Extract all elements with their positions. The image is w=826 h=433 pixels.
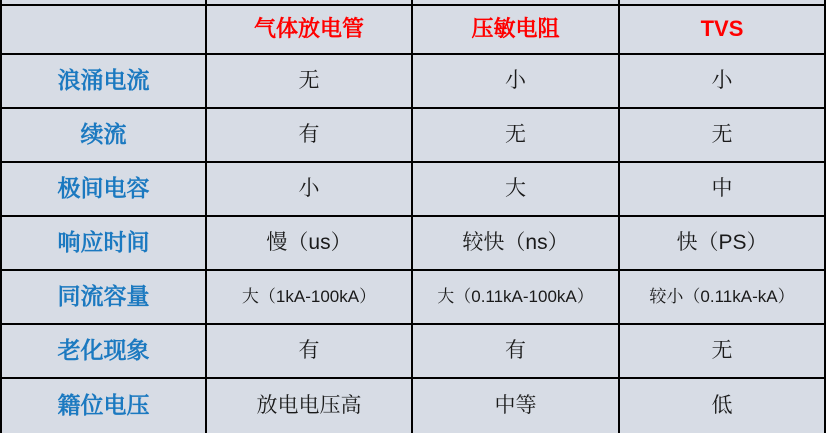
- cell-value: 低: [711, 394, 733, 418]
- row-label: 续流: [2, 109, 207, 163]
- row-label: 极间电容: [2, 163, 207, 217]
- cell-value: 小: [413, 55, 620, 109]
- cell-value: 无: [620, 325, 824, 379]
- cell-value: 有: [207, 325, 413, 379]
- cell-value: 中: [620, 163, 824, 217]
- grid-tick: [205, 0, 207, 4]
- cell-value: 较小（0.11kA-kA）: [620, 271, 824, 325]
- column-header-gas-discharge-tube: 气体放电管: [207, 4, 413, 55]
- cell-value: 快（PS）: [620, 217, 824, 271]
- cell-value: 大: [413, 163, 620, 217]
- row-label: 老化现象: [2, 325, 207, 379]
- table-grid: [2, 4, 824, 433]
- row-label: 响应时间: [2, 217, 207, 271]
- column-header-varistor: 压敏电阻: [413, 4, 620, 55]
- grid-tick: [618, 0, 620, 4]
- cell-value: 小: [620, 55, 824, 109]
- row-label: 同流容量: [2, 271, 207, 325]
- row-label: 籍位电压: [2, 379, 207, 433]
- cell-value: 有: [207, 109, 413, 163]
- cell-value: 中等: [413, 379, 620, 433]
- cell-value: 无: [413, 109, 620, 163]
- cell-value: 无: [620, 109, 824, 163]
- cell-value: 小: [207, 163, 413, 217]
- cell-value: 大（0.11kA-100kA）: [413, 271, 620, 325]
- cell-value: 无: [207, 55, 413, 109]
- corner-header-cell: [2, 4, 207, 55]
- cell-value: 大（1kA-100kA）: [207, 271, 413, 325]
- cell-value: 放电电压高: [207, 379, 413, 433]
- row-label: 浪涌电流: [2, 55, 207, 109]
- column-header-tvs: TVS: [620, 4, 824, 55]
- cell-value: 有: [413, 325, 620, 379]
- cell-value: 慢（us）: [207, 217, 413, 271]
- grid-tick: [411, 0, 413, 4]
- cell-value: 较快（ns）: [413, 217, 620, 271]
